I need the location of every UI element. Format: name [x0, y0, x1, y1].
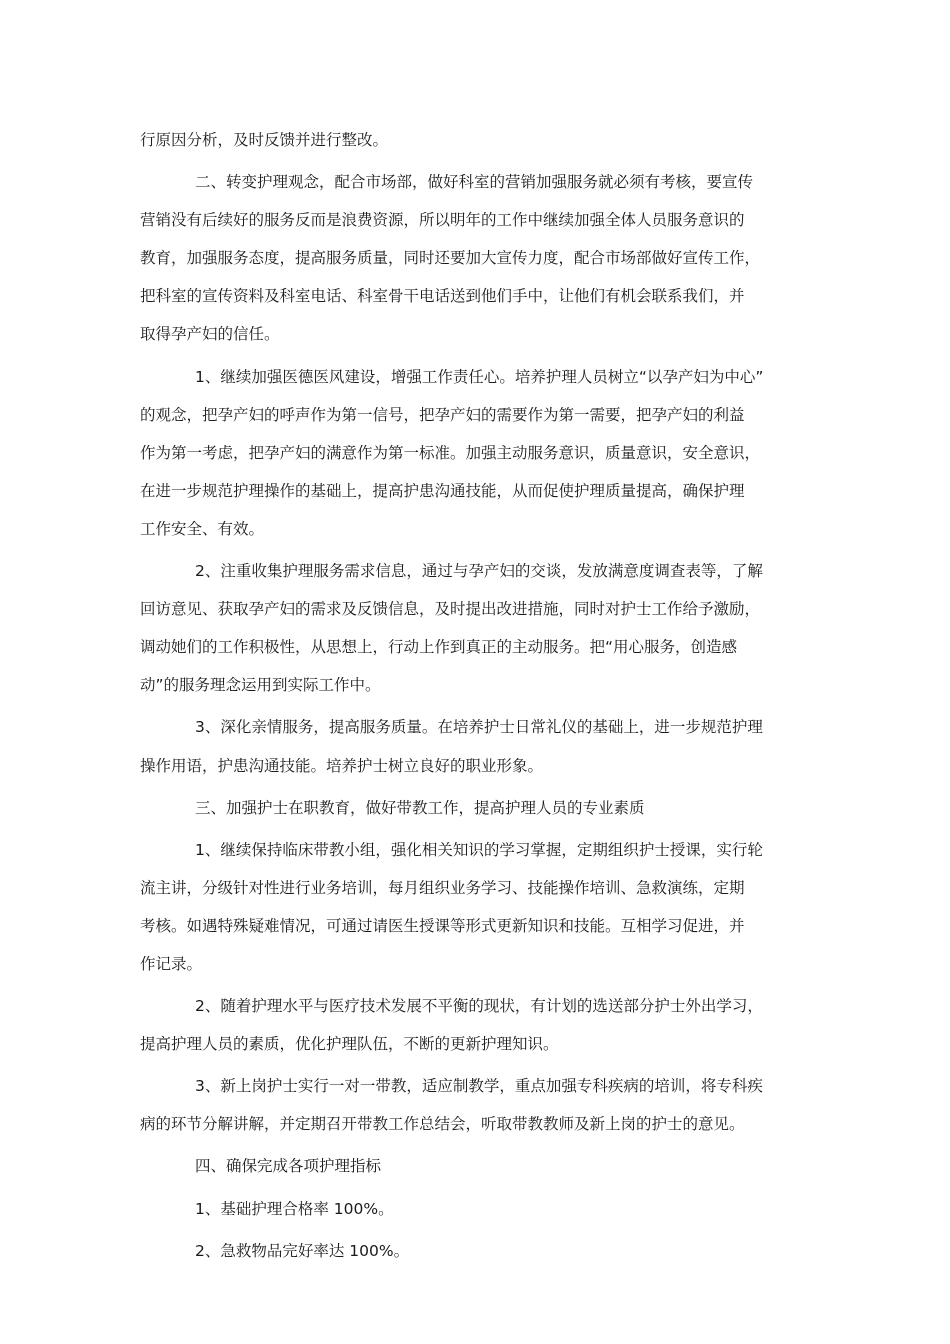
paragraph-line: 流主讲，分级针对性进行业务培训，每月组织业务学习、技能操作培训、急救演练，定期: [140, 878, 745, 897]
paragraph-line: 动”的服务理念运用到实际工作中。: [140, 676, 381, 695]
paragraph: [140, 708, 820, 784]
paragraph-line: 1、继续加强医德医风建设，增强工作责任心。培养护理人员树立“以孕产妇为中心”: [195, 367, 764, 386]
paragraph: [140, 358, 820, 548]
paragraph: [140, 1147, 820, 1185]
paragraph-line: 二、转变护理观念，配合市场部，做好科室的营销加强服务就必须有考核，要宣传: [195, 173, 754, 192]
paragraph: [140, 987, 820, 1063]
paragraph-line: 在进一步规范护理操作的基础上，提高护患沟通技能，从而促使护理质量提高，确保护理: [140, 481, 745, 500]
paragraph-line: 三、加强护士在职教育，做好带教工作，提高护理人员的专业素质: [195, 798, 645, 817]
paragraph: [140, 163, 820, 353]
paragraph-line: 2、急救物品完好率达 100%。: [195, 1241, 410, 1260]
paragraph-line: 行原因分析，及时反馈并进行整改。: [140, 131, 389, 149]
paragraph: [140, 1190, 820, 1228]
paragraph: [140, 831, 820, 983]
paragraph: [140, 121, 820, 159]
paragraph-line: 把科室的宣传资料及科室电话、科室骨干电话送到他们手中，让他们有机会联系我们，并: [140, 287, 745, 306]
paragraph: [140, 1067, 820, 1143]
paragraph-line: 考核。如遇特殊疑难情况，可通过请医生授课等形式更新知识和技能。互相学习促进，并: [140, 916, 745, 935]
paragraph-line: 调动她们的工作积极性，从思想上，行动上作到真正的主动服务。把“用心服务，创造感: [140, 638, 738, 657]
document-body: [140, 121, 820, 1274]
paragraph-line: 回访意见、获取孕产妇的需求及反馈信息，及时提出改进措施，同时对护士工作给予激励，: [140, 600, 761, 619]
paragraph: [140, 552, 820, 704]
paragraph-line: 教育，加强服务态度，提高服务质量，同时还要加大宣传力度，配合市场部做好宣传工作，: [140, 249, 761, 268]
paragraph-line: 的观念，把孕产妇的呼声作为第一信号，把孕产妇的需要作为第一需要，把孕产妇的利益: [140, 405, 745, 424]
paragraph-line: 作为第一考虑，把孕产妇的满意作为第一标准。加强主动服务意识，质量意识，安全意识，: [140, 443, 761, 462]
paragraph-line: 1、继续保持临床带教小组，强化相关知识的学习掌握，定期组织护士授课，实行轮: [195, 840, 763, 859]
paragraph-line: 3、新上岗护士实行一对一带教，适应制教学，重点加强专科疾病的培训，将专科疾: [195, 1077, 763, 1096]
paragraph-line: 病的环节分解讲解，并定期召开带教工作总结会，听取带教教师及新上岗的护士的意见。: [140, 1115, 745, 1134]
paragraph-line: 1、基础护理合格率 100%。: [195, 1199, 394, 1218]
paragraph: [140, 789, 820, 827]
paragraph: [140, 1232, 820, 1270]
paragraph-line: 四、确保完成各项护理指标: [195, 1157, 382, 1176]
paragraph-line: 取得孕产妇的信任。: [140, 325, 280, 344]
paragraph-line: 操作用语，护患沟通技能。培养护士树立良好的职业形象。: [140, 756, 544, 775]
paragraph-line: 营销没有后续好的服务反而是浪费资源，所以明年的工作中继续加强全体人员服务意识的: [140, 211, 745, 230]
paragraph-line: 2、注重收集护理服务需求信息，通过与孕产妇的交谈，发放满意度调查表等，了解: [195, 562, 763, 581]
paragraph-line: 2、随着护理水平与医疗技术发展不平衡的现状，有计划的选送部分护士外出学习，: [195, 997, 763, 1016]
paragraph-line: 提高护理人员的素质，优化护理队伍，不断的更新护理知识。: [140, 1035, 559, 1054]
paragraph-line: 作记录。: [140, 954, 203, 973]
paragraph-line: 工作安全、有效。: [140, 519, 265, 538]
paragraph-line: 3、深化亲情服务，提高服务质量。在培养护士日常礼仪的基础上，进一步规范护理: [195, 718, 763, 737]
